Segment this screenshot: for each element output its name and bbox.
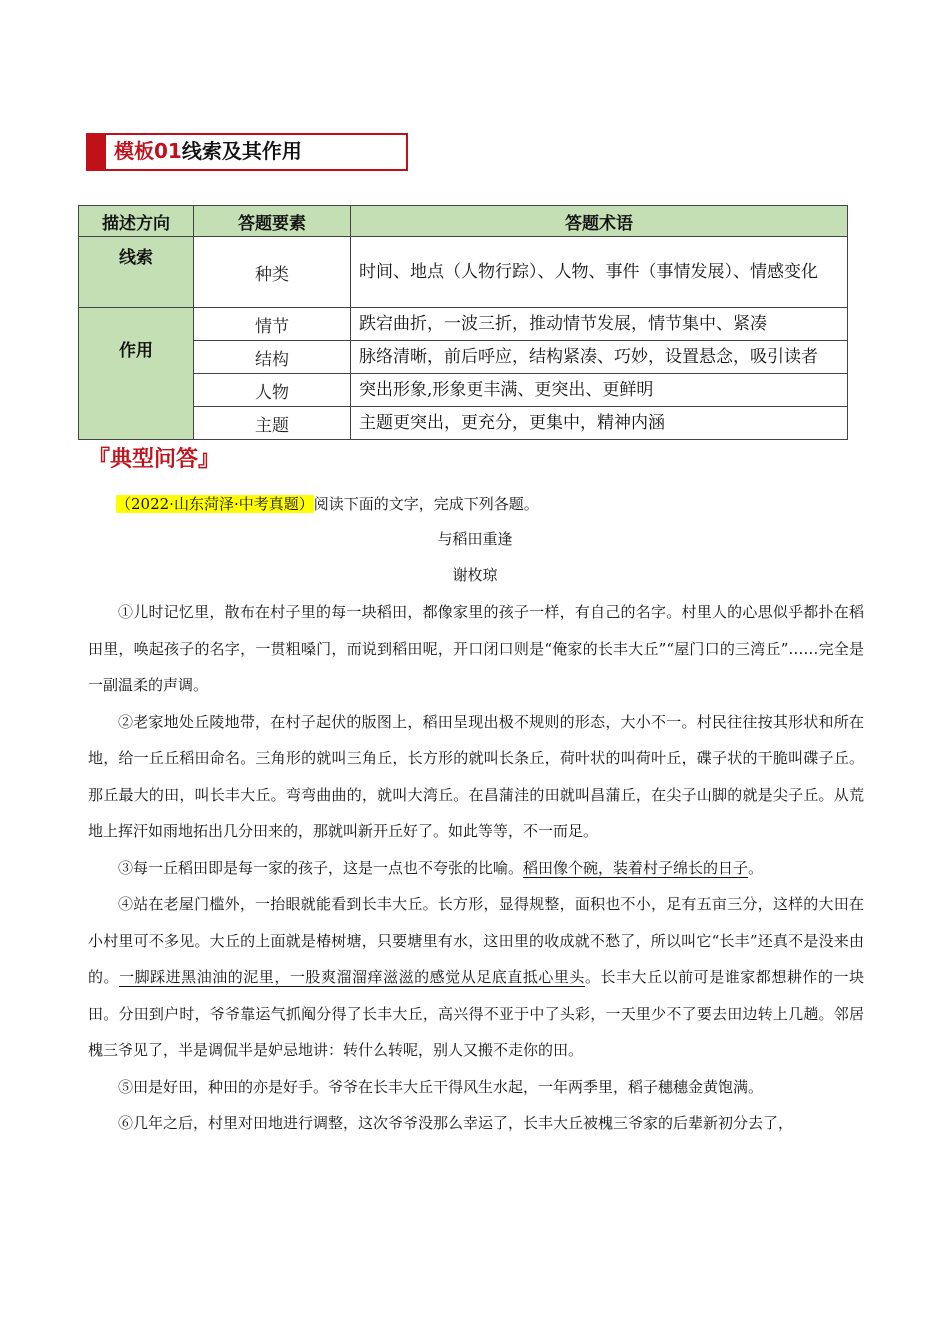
term-plot: 跌宕曲折，一波三折，推动情节发展，情节集中、紧凑 xyxy=(351,308,848,341)
term-character: 突出形象,形象更丰满、更突出、更鲜明 xyxy=(351,374,848,407)
paragraph-6: ⑥几年之后，村里对田地进行调整，这次爷爷没那么幸运了，长丰大丘被槐三爷家的后辈新初分去了， xyxy=(118,1114,794,1132)
table-row xyxy=(79,237,848,308)
template-name: 线索及其作用 xyxy=(181,139,302,163)
template-header-box xyxy=(86,133,408,171)
instruction-text: 阅读下面的文字，完成下列各题。 xyxy=(313,495,539,513)
underlined-sentence-1: 稻田像个碗，装着村子绵长的日子 xyxy=(523,858,749,877)
table-row xyxy=(79,407,848,440)
element-theme: 主题 xyxy=(194,407,351,440)
paragraph-3 xyxy=(88,850,864,887)
paragraph-1: ①儿时记忆里，散布在村子里的每一块稻田，都像家里的孩子一样，有自己的名字。村里人的心思似乎都扑在稻田里，唤起孩子的名字，一贯粗嗓门，而说到稻田呢，开口闭口则是“俺家的长丰大丘”“屋门口的三湾丘”……完全是一副温柔的声调。 xyxy=(88,603,864,694)
section-title: 『典型问答』 xyxy=(88,447,221,472)
paragraph-5: ⑤田是好田，种田的亦是好手。爷爷在长丰大丘干得风生水起，一年两季里，稻子穗穗金黄饱满。 xyxy=(118,1077,764,1096)
essay-title: 与稻田重逢 xyxy=(437,530,513,548)
paragraph-3-end: 。 xyxy=(748,858,764,877)
template-title xyxy=(114,136,302,166)
term-type: 时间、地点（人物行踪）、人物、事件（事情发展）、情感变化 xyxy=(351,237,848,308)
essay-author: 谢枚琼 xyxy=(452,566,498,584)
paragraph-3-text: ③每一丘稻田即是每一家的孩子，这是一点也不夸张的比喻。 xyxy=(118,858,524,877)
exam-source-highlight: （2022·山东菏泽·中考真题） xyxy=(116,495,314,513)
table-row xyxy=(79,374,848,407)
category-clue: 线索 xyxy=(79,237,194,308)
template-tag: 模板01 xyxy=(114,139,182,163)
paragraph-4-rest: 。长丰大丘以前可是谁家都想耕作的一块田。分田到户时，爷爷靠运气抓阄分得了长丰大丘，高兴得不亚于中了头彩，一天里少不了要去田边转上几趟。邻居槐三爷见了，半是调侃半是妒忌地讲：转什么转呢，别人又搬不走你的田。 xyxy=(88,968,864,1059)
paragraph-4 xyxy=(88,886,864,1069)
element-structure: 结构 xyxy=(194,341,351,374)
header-direction: 描述方向 xyxy=(79,206,194,237)
paragraph-2: ②老家地处丘陵地带，在村子起伏的版图上，稻田呈现出极不规则的形态，大小不一。村民往往按其形状和所在地，给一丘丘稻田命名。三角形的就叫三角丘，长方形的就叫长条丘，荷叶状的叫荷叶丘，碟子状的干脆叫碟子丘。那丘最大的田，叫长丰大丘。弯弯曲曲的，就叫大湾丘。在昌蒲洼的田就叫昌蒲丘，在尖子山脚的就是尖子丘。从荒地上挥汗如雨地拓出几分田来的，那就叫新开丘好了。如此等等，不一而足。 xyxy=(88,712,864,840)
summary-table xyxy=(78,205,848,440)
header-elements: 答题要素 xyxy=(194,206,351,237)
essay-body xyxy=(88,594,864,1142)
table-row xyxy=(79,341,848,374)
header-accent-bar xyxy=(88,135,106,169)
paragraph-4-text: ④站在老屋门槛外，一抬眼就能看到长丰大丘。长方形，显得规整，面积也不小，足有五亩三分，这样的大田在小村里可不多见。大丘的上面就是椿树塘，只要塘里有水，这田里的收成就不愁了，所以叫它“长丰”还真不是没来由的。 xyxy=(88,895,864,986)
term-structure: 脉络清晰，前后呼应，结构紧凑、巧妙，设置悬念，吸引读者 xyxy=(351,341,848,374)
term-theme: 主题更突出，更充分，更集中，精神内涵 xyxy=(351,407,848,440)
category-effect: 作用 xyxy=(79,308,194,440)
underlined-sentence-2: 一脚踩进黑油油的泥里，一股爽溜溜痒滋滋的感觉从足底直抵心里头 xyxy=(119,968,585,986)
table-row xyxy=(79,308,848,341)
element-character: 人物 xyxy=(194,374,351,407)
header-terms: 答题术语 xyxy=(351,206,848,237)
element-plot: 情节 xyxy=(194,308,351,341)
question-intro xyxy=(116,493,539,514)
table-header-row xyxy=(79,206,848,237)
element-type: 种类 xyxy=(194,237,351,308)
